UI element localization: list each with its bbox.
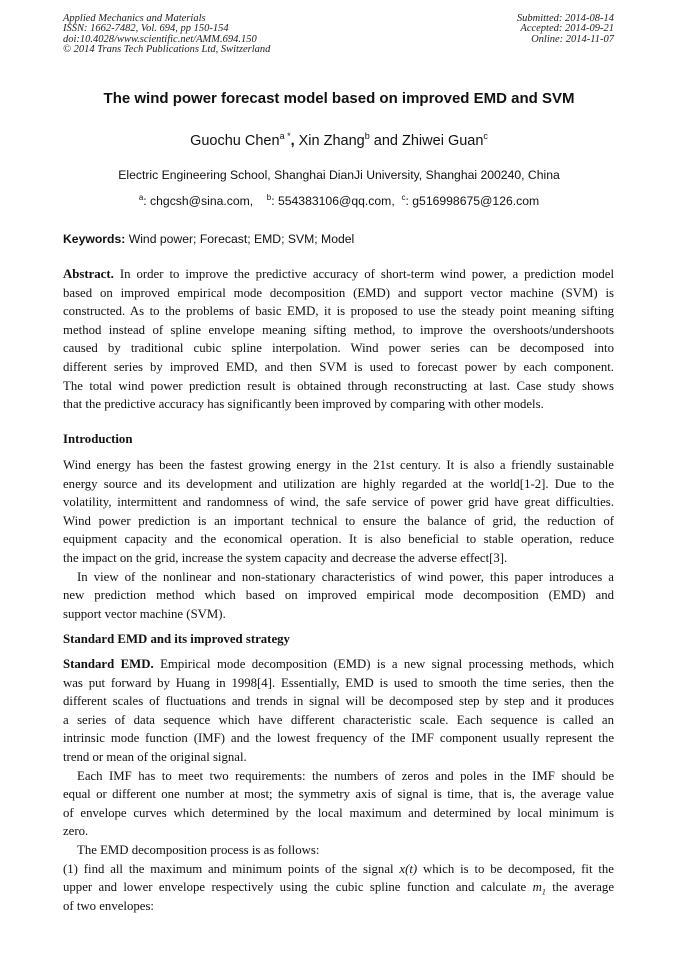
email-mark: c [401,193,406,202]
keywords-text: Wind power; Forecast; EMD; SVM; Model [125,232,355,246]
author-affil-mark: a * [279,131,291,141]
paragraph-line: zero. [63,824,89,839]
author-affil-mark: b [364,131,370,141]
math-symbol: x(t) [399,861,418,876]
email-address: : chgcsh@sina.com, [143,194,254,208]
paragraph-line: Wind power prediction is an important technical to ensure the balance of grid, the reduction of [63,513,614,528]
paragraph-line [63,655,614,674]
section-heading-introduction [63,430,614,449]
math-subscript: 1 [541,887,546,897]
abstract-line: constructed. As to the problems of basic EMD, it is proposed to use the steady point meaning sifting [63,304,614,319]
author-name: Zhiwei Guan [402,133,484,149]
abstract-line: that the predictive accuracy has significantly been improved by comparing with other models. [63,397,544,412]
doi-line: doi:10.4028/www.scientific.net/AMM.694.150 [63,33,257,45]
abstract-line: different series by improved EMD, and then SVM is used to forecast power by each component. [63,359,614,374]
paragraph-line: In view of the nonlinear and non-stationary characteristics of wind power, this paper introduces a [77,569,614,584]
paragraph-line: The EMD decomposition process is as follows: [77,842,320,857]
author-line [0,131,678,149]
section-heading-text: Standard EMD and its improved strategy [63,632,290,646]
abstract-label: Abstract. [63,267,114,281]
abstract [63,265,614,414]
paragraph-line: a series of data sequence which have different characteristic scale. Each sequence is called an [63,712,614,727]
paragraph-line: was put forward by Huang in 1998[4]. Essentially, EMD is used to smooth the time series, then the [63,675,614,690]
paragraph-line: the impact on the grid, increase the system capacity and decrease the adverse effect[3]. [63,550,508,565]
author-name: Xin Zhang [298,133,365,149]
keywords-label: Keywords: [63,232,126,246]
author-separator: , [290,133,299,149]
keywords [63,232,354,246]
paragraph-text: Empirical mode decomposition (EMD) is a new signal processing methods, which [153,657,614,671]
email-mark: a [138,193,144,202]
email-mark: b [266,193,272,202]
paragraph-line: Each IMF has to meet two requirements: the numbers of zeros and poles in the IMF should be [77,768,614,783]
author-separator: and [369,133,403,149]
paragraph-line [63,878,614,897]
abstract-text: In order to improve the predictive accuracy of short-term wind power, a prediction model [113,267,614,281]
paragraph-line: intrinsic mode function (IMF) and the lowest frequency of the IMF component usually represent the [63,731,614,746]
paper-title: The wind power forecast model based on improved EMD and SVM [103,90,575,107]
paragraph-line: energy source and its development and utilization are highly regarded at the world[1-2]. Due to the [63,476,614,491]
accepted-date: Accepted: 2014-09-21 [520,23,614,35]
author-affil-mark: c [483,131,488,141]
paragraph-text: (1) find all the maximum and minimum points of the signal [63,861,400,876]
abstract-line: The total wind power prediction result is obtained through reconstructing at last. Case study shows [63,378,614,393]
submitted-date: Submitted: 2014-08-14 [516,13,614,24]
section-heading-text: Introduction [63,432,133,446]
paragraph-text: which is to be decomposed, fit the [417,861,614,876]
subsection-label: Standard EMD. [63,657,154,671]
journal-name: Applied Mechanics and Materials [63,13,206,24]
paragraph-line: equal or different one number at most; the symmetry axis of signal is time, that is, the average value [63,787,614,802]
online-date: Online: 2014-11-07 [531,33,614,45]
paragraph-line: Wind energy has been the fastest growing energy in the 21st century. It is also a friendly sustainable [63,458,614,472]
abstract-line: caused by traditional cubic spline interpolation. Wind power series can be decomposed into [63,341,614,356]
section-heading-standard-emd [63,630,614,649]
email-line [0,193,678,208]
math-symbol [532,880,546,897]
abstract-line [63,265,614,284]
copyright-line: © 2014 Trans Tech Publications Ltd, Switzerland [63,44,271,56]
standard-emd-body [63,655,614,915]
paragraph-line: of two envelopes: [63,898,154,913]
introduction-body [63,456,614,623]
email-address: : 554383106@qq.com, [271,194,395,208]
journal-info [63,14,270,56]
math-symbol-base: m [532,880,542,895]
paragraph-line: new prediction method which based on improved empirical mode decomposition (EMD) and [63,588,614,603]
author-name: Guochu Chen [190,133,280,149]
paragraph-text: upper and lower envelope respectively using the cubic spline function and calculate [63,880,533,895]
abstract-line: method instead of spline envelope meaning sifting method, to improve the overshoots/undershoots [63,322,614,337]
paragraph-line: different scales of fluctuations and trends in signal will be decomposed step by step and it produces [63,694,614,709]
email-address: : g516998675@126.com [405,194,540,208]
affiliation: Electric Engineering School, Shanghai DianJi University, Shanghai 200240, China [118,168,560,182]
paragraph-text: the average [545,880,615,895]
publication-dates [517,14,614,45]
paragraph-line: support vector machine (SVM). [63,606,226,621]
paragraph-line [63,860,614,879]
issn-line: ISSN: 1662-7482, Vol. 694, pp 150-154 [63,23,229,35]
paragraph-line: volatility, intermittent and randomness of wind, the safe service of power grid have great difficulties. [63,495,614,510]
paragraph-line: of envelope curves which determined by the local maximum and determined by local minimum is [63,805,614,820]
paragraph-line: equipment capacity and the economical operation. It is also beneficial to stable operation, reduce [63,532,614,547]
paragraph-line: trend or mean of the original signal. [63,749,247,764]
abstract-line: based on improved empirical mode decomposition (EMD) and support vector machine (SVM) is [63,285,614,300]
